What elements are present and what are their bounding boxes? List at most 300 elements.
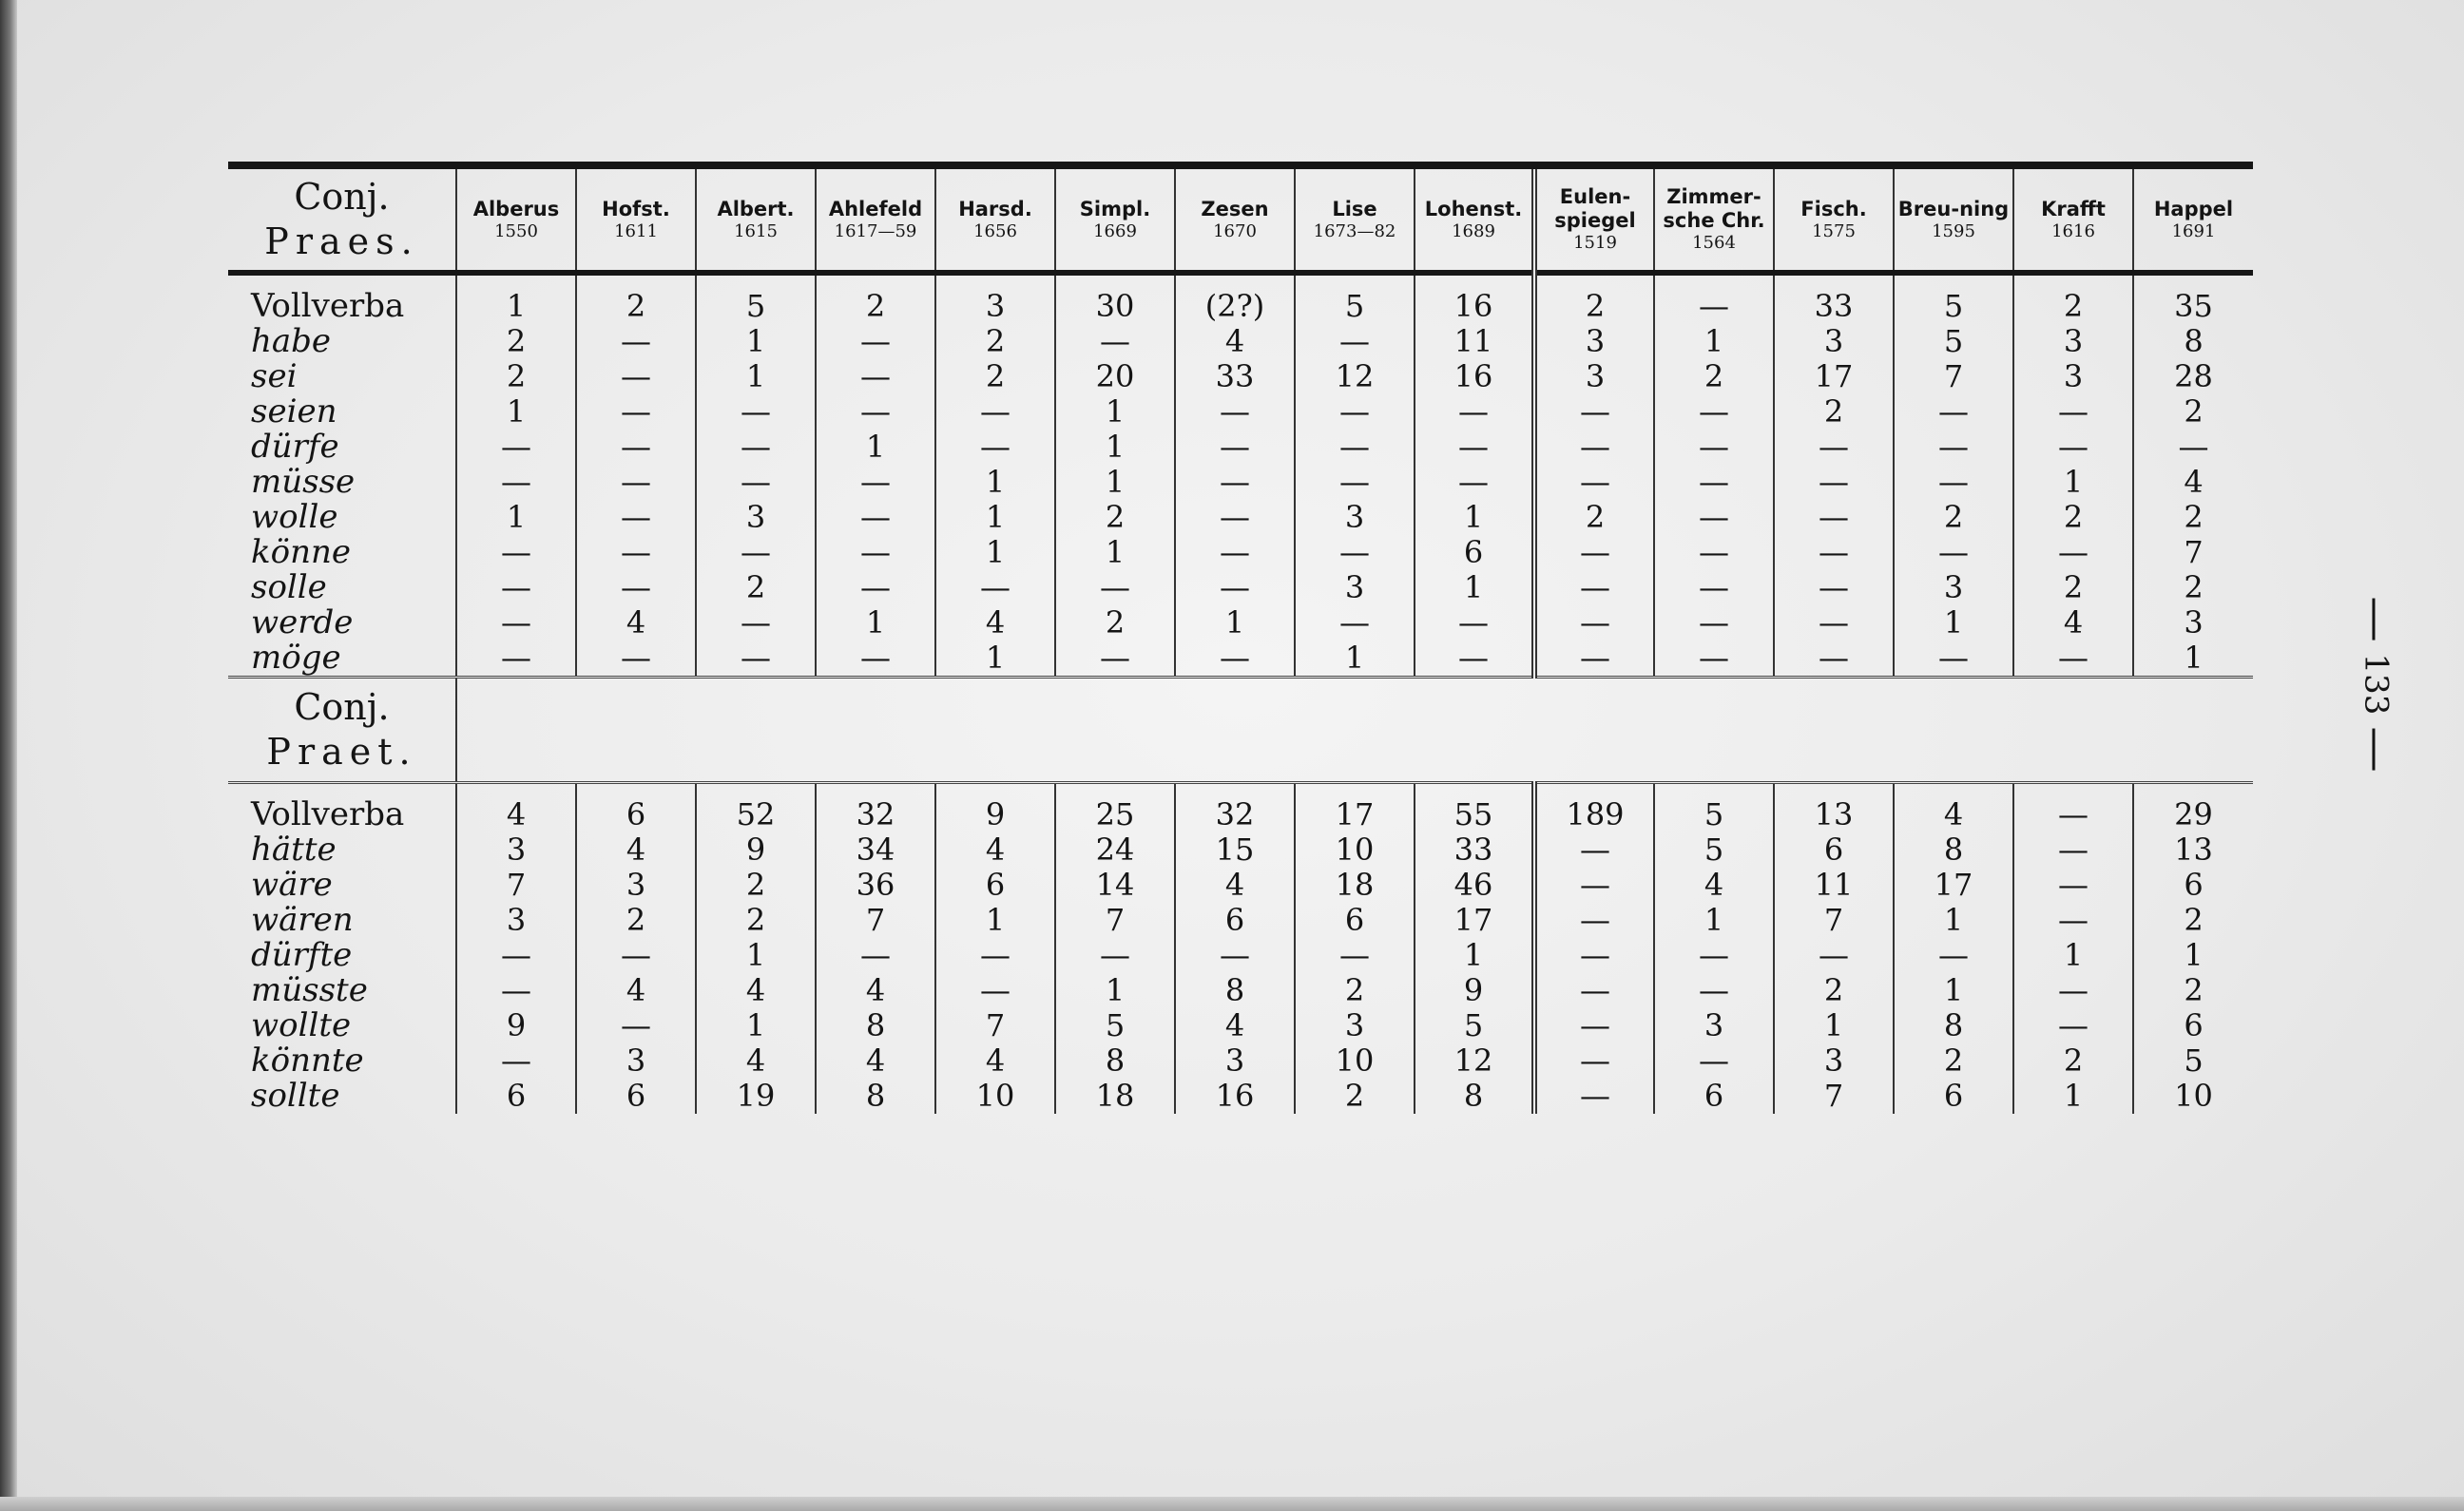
spacer-cell bbox=[1534, 273, 1654, 289]
table-cell: 2 bbox=[456, 359, 576, 394]
table-cell: 10 bbox=[1295, 832, 1415, 868]
table-cell: 5 bbox=[1894, 324, 2013, 359]
table-cell: — bbox=[1654, 605, 1774, 641]
table-row bbox=[228, 570, 2253, 605]
table-cell: 3 bbox=[1654, 1008, 1774, 1043]
table-cell: — bbox=[1654, 465, 1774, 500]
table-row bbox=[228, 1043, 2253, 1079]
table-cell: 1 bbox=[2133, 938, 2253, 973]
column-header bbox=[1774, 165, 1894, 273]
column-header bbox=[1534, 165, 1654, 273]
column-author: Lise bbox=[1332, 197, 1377, 220]
table-cell: 5 bbox=[2133, 1043, 2253, 1079]
table-cell: 2 bbox=[935, 324, 1055, 359]
column-header bbox=[1415, 165, 1534, 273]
table-cell: 9 bbox=[696, 832, 816, 868]
column-header bbox=[696, 165, 816, 273]
table-cell: 2 bbox=[576, 289, 696, 324]
table-cell: — bbox=[1534, 1043, 1654, 1079]
table-cell: — bbox=[456, 641, 576, 678]
section-praet-spacer bbox=[456, 678, 2253, 783]
table-cell: 1 bbox=[1055, 973, 1175, 1008]
table-cell: — bbox=[1295, 535, 1415, 570]
table-cell: (2?) bbox=[1175, 289, 1295, 324]
table-cell: 1 bbox=[1654, 903, 1774, 938]
table-cell: 6 bbox=[1415, 535, 1534, 570]
table-cell: — bbox=[1654, 500, 1774, 535]
table-cell: 2 bbox=[1295, 973, 1415, 1008]
table-cell: — bbox=[2013, 903, 2133, 938]
row-label: wäre bbox=[251, 866, 333, 904]
column-author: Simpl. bbox=[1079, 197, 1151, 220]
table-cell: 10 bbox=[935, 1079, 1055, 1114]
table-cell: 3 bbox=[1295, 500, 1415, 535]
table-cell: 2 bbox=[1055, 500, 1175, 535]
spacer-cell bbox=[696, 783, 816, 798]
table-cell: 7 bbox=[935, 1008, 1055, 1043]
table-cell: — bbox=[2013, 868, 2133, 903]
column-author: Alberus bbox=[472, 197, 560, 220]
table-cell: — bbox=[2133, 430, 2253, 465]
table-cell: — bbox=[576, 324, 696, 359]
table-cell: — bbox=[935, 570, 1055, 605]
table-cell: — bbox=[1295, 605, 1415, 641]
table-cell: 32 bbox=[816, 797, 935, 832]
table-cell: — bbox=[696, 465, 816, 500]
table-cell: 12 bbox=[1295, 359, 1415, 394]
row-label: seien bbox=[251, 392, 337, 430]
row-label: wollte bbox=[251, 1006, 352, 1044]
column-author: Harsd. bbox=[958, 197, 1032, 220]
table-cell: 2 bbox=[1055, 605, 1175, 641]
table-cell: — bbox=[1654, 570, 1774, 605]
table-cell: 2 bbox=[456, 324, 576, 359]
column-author: Lohenst. bbox=[1424, 197, 1523, 220]
table-header bbox=[228, 165, 2253, 273]
table-cell: 16 bbox=[1415, 359, 1534, 394]
table-cell: — bbox=[1774, 938, 1894, 973]
table-cell: 1 bbox=[1654, 324, 1774, 359]
column-year: 1689 bbox=[1452, 220, 1495, 241]
table-cell: 2 bbox=[1295, 1079, 1415, 1114]
table-cell: 10 bbox=[1295, 1043, 1415, 1079]
table-cell: — bbox=[816, 324, 935, 359]
column-header bbox=[2133, 165, 2253, 273]
table-cell: 2 bbox=[1774, 394, 1894, 430]
spacer-cell bbox=[1295, 783, 1415, 798]
column-header bbox=[1055, 165, 1175, 273]
spacer-cell bbox=[2013, 273, 2133, 289]
section-praet-body bbox=[228, 783, 2253, 1115]
table-cell: 6 bbox=[1654, 1079, 1774, 1114]
table-cell: 2 bbox=[2013, 289, 2133, 324]
table-cell: 9 bbox=[935, 797, 1055, 832]
table-cell: — bbox=[1415, 605, 1534, 641]
table-cell: 8 bbox=[1055, 1043, 1175, 1079]
table-cell: — bbox=[1055, 570, 1175, 605]
table-cell: 1 bbox=[1055, 394, 1175, 430]
spacer-cell bbox=[935, 783, 1055, 798]
table-cell: 3 bbox=[2133, 605, 2253, 641]
table-cell: — bbox=[1534, 465, 1654, 500]
row-label: hätte bbox=[251, 831, 337, 869]
table-cell: 3 bbox=[456, 832, 576, 868]
table-cell: 36 bbox=[816, 868, 935, 903]
section-label-line1: Conj. bbox=[294, 175, 390, 218]
table-cell: 4 bbox=[816, 973, 935, 1008]
table-cell: — bbox=[1654, 973, 1774, 1008]
table-cell: — bbox=[1774, 641, 1894, 678]
table-cell: — bbox=[1415, 641, 1534, 678]
table-cell: 3 bbox=[1175, 1043, 1295, 1079]
table-cell: — bbox=[1534, 973, 1654, 1008]
column-author: Krafft bbox=[2041, 197, 2106, 220]
table-cell: 3 bbox=[456, 903, 576, 938]
column-year: 1611 bbox=[614, 220, 658, 241]
table-cell: 2 bbox=[696, 868, 816, 903]
table-cell: — bbox=[1534, 868, 1654, 903]
table-cell: 10 bbox=[2133, 1079, 2253, 1114]
table-cell: 6 bbox=[576, 1079, 696, 1114]
spacer-row bbox=[228, 783, 2253, 798]
table-row bbox=[228, 394, 2253, 430]
table-cell: — bbox=[1894, 430, 2013, 465]
column-header bbox=[816, 165, 935, 273]
section-praes-body bbox=[228, 273, 2253, 678]
table-cell: 11 bbox=[1415, 324, 1534, 359]
column-author: Eulen-spiegel bbox=[1554, 185, 1636, 233]
table-cell: — bbox=[576, 641, 696, 678]
table-cell: 2 bbox=[816, 289, 935, 324]
table-cell: 7 bbox=[1774, 903, 1894, 938]
table-cell: 1 bbox=[1175, 605, 1295, 641]
spacer-cell bbox=[576, 273, 696, 289]
page-number bbox=[2357, 585, 2395, 784]
table-cell: 4 bbox=[576, 832, 696, 868]
row-label: sollte bbox=[251, 1077, 340, 1115]
table-cell: 5 bbox=[696, 289, 816, 324]
column-author: Breu-ning bbox=[1897, 197, 2010, 220]
column-header bbox=[1175, 165, 1295, 273]
table-cell: — bbox=[935, 973, 1055, 1008]
table-cell: 2 bbox=[2013, 570, 2133, 605]
table-cell: 20 bbox=[1055, 359, 1175, 394]
table-cell: — bbox=[1894, 938, 2013, 973]
table-cell: — bbox=[2013, 430, 2133, 465]
table-cell: — bbox=[1774, 535, 1894, 570]
table-row bbox=[228, 641, 2253, 678]
column-year: 1595 bbox=[1932, 220, 1975, 241]
table-cell: 35 bbox=[2133, 289, 2253, 324]
table-row bbox=[228, 903, 2253, 938]
table-cell: 8 bbox=[816, 1008, 935, 1043]
spacer-cell bbox=[2133, 783, 2253, 798]
table-cell: — bbox=[2013, 797, 2133, 832]
spacer-cell bbox=[1295, 273, 1415, 289]
table-cell: 2 bbox=[2133, 500, 2253, 535]
table-cell: — bbox=[1295, 394, 1415, 430]
column-year: 1617—59 bbox=[834, 220, 917, 241]
table-cell: 6 bbox=[1175, 903, 1295, 938]
table-cell: 24 bbox=[1055, 832, 1175, 868]
table-cell: — bbox=[456, 973, 576, 1008]
table-cell: — bbox=[1894, 394, 2013, 430]
table-row bbox=[228, 797, 2253, 832]
table-row bbox=[228, 832, 2253, 868]
table-cell: 1 bbox=[935, 465, 1055, 500]
spacer-cell bbox=[935, 273, 1055, 289]
table-cell: 4 bbox=[456, 797, 576, 832]
column-header bbox=[576, 165, 696, 273]
table-cell: — bbox=[1654, 289, 1774, 324]
table-cell: 2 bbox=[2013, 1043, 2133, 1079]
table-cell: 3 bbox=[1894, 570, 2013, 605]
spacer-cell bbox=[2013, 783, 2133, 798]
table-cell: 8 bbox=[1894, 832, 2013, 868]
table-cell: — bbox=[1654, 430, 1774, 465]
table-cell: 13 bbox=[1774, 797, 1894, 832]
table-cell: 1 bbox=[2133, 641, 2253, 678]
table-cell: — bbox=[1654, 394, 1774, 430]
table-cell: 5 bbox=[1055, 1008, 1175, 1043]
table-cell: 2 bbox=[2133, 570, 2253, 605]
table-cell: — bbox=[816, 938, 935, 973]
table-cell: 1 bbox=[1415, 938, 1534, 973]
table-cell: — bbox=[2013, 641, 2133, 678]
column-header bbox=[935, 165, 1055, 273]
table-cell: — bbox=[456, 570, 576, 605]
table-cell: — bbox=[1894, 641, 2013, 678]
table-cell: 3 bbox=[1534, 324, 1654, 359]
table-cell: — bbox=[1654, 938, 1774, 973]
spacer-cell bbox=[1415, 783, 1534, 798]
table-cell: 3 bbox=[1774, 324, 1894, 359]
table-cell: 6 bbox=[1295, 903, 1415, 938]
table-cell: 2 bbox=[1894, 500, 2013, 535]
table-cell: 8 bbox=[1175, 973, 1295, 1008]
column-author: Ahlefeld bbox=[828, 197, 923, 220]
table-cell: — bbox=[696, 430, 816, 465]
conjunctive-table bbox=[228, 162, 2253, 1114]
table-cell: — bbox=[1175, 430, 1295, 465]
table-cell: 18 bbox=[1295, 868, 1415, 903]
table-cell: 17 bbox=[1894, 868, 2013, 903]
table-cell: — bbox=[456, 535, 576, 570]
table-cell: — bbox=[1534, 605, 1654, 641]
row-label: dürfte bbox=[251, 936, 353, 974]
table-cell: — bbox=[456, 1043, 576, 1079]
table-cell: 16 bbox=[1415, 289, 1534, 324]
table-row bbox=[228, 359, 2253, 394]
table-cell: 7 bbox=[1055, 903, 1175, 938]
table-cell: 19 bbox=[696, 1079, 816, 1114]
table-cell: 3 bbox=[576, 1043, 696, 1079]
table-cell: — bbox=[1654, 1043, 1774, 1079]
table-cell: — bbox=[1774, 570, 1894, 605]
spacer-cell bbox=[1654, 273, 1774, 289]
table-cell: — bbox=[935, 430, 1055, 465]
table-cell: — bbox=[1295, 465, 1415, 500]
table-cell: 1 bbox=[456, 500, 576, 535]
spacer-cell bbox=[1894, 783, 2013, 798]
table-cell: — bbox=[456, 605, 576, 641]
table-cell: 1 bbox=[1894, 973, 2013, 1008]
table-cell: 4 bbox=[1175, 868, 1295, 903]
table-cell: 17 bbox=[1415, 903, 1534, 938]
table-cell: — bbox=[1534, 641, 1654, 678]
dash-left bbox=[2373, 599, 2376, 641]
table-cell: 3 bbox=[2013, 359, 2133, 394]
table-cell: — bbox=[696, 605, 816, 641]
table-cell: 2 bbox=[1534, 289, 1654, 324]
table-cell: 11 bbox=[1774, 868, 1894, 903]
spacer-cell bbox=[1055, 273, 1175, 289]
table-row bbox=[228, 500, 2253, 535]
table-cell: 8 bbox=[1415, 1079, 1534, 1114]
table-cell: 2 bbox=[2013, 500, 2133, 535]
table-cell: 4 bbox=[935, 832, 1055, 868]
table-cell: — bbox=[1175, 938, 1295, 973]
table-cell: 6 bbox=[1894, 1079, 2013, 1114]
table-cell: — bbox=[1175, 465, 1295, 500]
row-label: möge bbox=[251, 639, 341, 677]
table-cell: 2 bbox=[2133, 903, 2253, 938]
table-cell: 15 bbox=[1175, 832, 1295, 868]
table-cell: 7 bbox=[2133, 535, 2253, 570]
table-cell: — bbox=[576, 938, 696, 973]
table-cell: — bbox=[696, 535, 816, 570]
spacer-cell bbox=[1534, 783, 1654, 798]
table-cell: — bbox=[576, 570, 696, 605]
table-cell: 34 bbox=[816, 832, 935, 868]
column-header bbox=[1894, 165, 2013, 273]
table-cell: — bbox=[1295, 324, 1415, 359]
row-label: habe bbox=[251, 322, 332, 360]
spacer-row bbox=[228, 273, 2253, 289]
header-row bbox=[228, 165, 2253, 273]
table-cell: 17 bbox=[1774, 359, 1894, 394]
scan-edge bbox=[0, 0, 17, 1511]
table-cell: — bbox=[816, 500, 935, 535]
table-cell: 4 bbox=[2133, 465, 2253, 500]
table-cell: 2 bbox=[1654, 359, 1774, 394]
table-cell: 1 bbox=[1774, 1008, 1894, 1043]
table-cell: — bbox=[1415, 430, 1534, 465]
table-cell: 2 bbox=[1774, 973, 1894, 1008]
column-author: Hofst. bbox=[602, 197, 670, 220]
frequency-table bbox=[228, 162, 2253, 1216]
table-cell: — bbox=[2013, 1008, 2133, 1043]
table-cell: 7 bbox=[456, 868, 576, 903]
table-cell: 4 bbox=[1175, 324, 1295, 359]
table-cell: 6 bbox=[2133, 1008, 2253, 1043]
table-cell: 1 bbox=[1295, 641, 1415, 678]
table-cell: — bbox=[1534, 430, 1654, 465]
table-row bbox=[228, 1079, 2253, 1114]
table-cell: 1 bbox=[696, 1008, 816, 1043]
table-cell: 3 bbox=[935, 289, 1055, 324]
table-cell: 33 bbox=[1415, 832, 1534, 868]
spacer-cell bbox=[456, 783, 576, 798]
table-cell: — bbox=[1415, 394, 1534, 430]
table-cell: 3 bbox=[2013, 324, 2133, 359]
table-cell: 16 bbox=[1175, 1079, 1295, 1114]
column-author: Happel bbox=[2153, 197, 2234, 220]
table-cell: — bbox=[576, 1008, 696, 1043]
table-cell: 7 bbox=[816, 903, 935, 938]
table-cell: 3 bbox=[1774, 1043, 1894, 1079]
table-cell: — bbox=[1774, 465, 1894, 500]
table-row bbox=[228, 868, 2253, 903]
section-label-praes bbox=[228, 165, 456, 273]
column-header bbox=[456, 165, 576, 273]
table-cell: — bbox=[2013, 535, 2133, 570]
scan-bottom-edge bbox=[0, 1497, 2464, 1511]
table-cell: 4 bbox=[576, 605, 696, 641]
column-year: 1673—82 bbox=[1313, 220, 1396, 241]
table-cell: — bbox=[696, 641, 816, 678]
table-cell: 8 bbox=[1894, 1008, 2013, 1043]
spacer-cell bbox=[456, 273, 576, 289]
table-cell: 8 bbox=[816, 1079, 935, 1114]
table-cell: — bbox=[1774, 430, 1894, 465]
spacer-cell bbox=[1055, 783, 1175, 798]
section-label-line2: Praet. bbox=[266, 731, 417, 773]
table-cell: 1 bbox=[935, 641, 1055, 678]
table-cell: — bbox=[1055, 641, 1175, 678]
table-cell: — bbox=[1894, 535, 2013, 570]
table-cell: — bbox=[1415, 465, 1534, 500]
table-cell: — bbox=[935, 394, 1055, 430]
table-cell: — bbox=[2013, 394, 2133, 430]
column-year: 1575 bbox=[1812, 220, 1856, 241]
table-row bbox=[228, 430, 2253, 465]
table-cell: — bbox=[1774, 500, 1894, 535]
table-cell: 6 bbox=[935, 868, 1055, 903]
table-cell: 4 bbox=[696, 1043, 816, 1079]
table-cell: — bbox=[816, 535, 935, 570]
spacer-cell bbox=[1774, 783, 1894, 798]
table-cell: 4 bbox=[576, 973, 696, 1008]
table-cell: — bbox=[1175, 641, 1295, 678]
table-cell: — bbox=[1295, 938, 1415, 973]
table-cell: 1 bbox=[1415, 570, 1534, 605]
table-cell: 1 bbox=[935, 500, 1055, 535]
table-cell: 5 bbox=[1415, 1008, 1534, 1043]
row-label: Vollverba bbox=[251, 795, 405, 833]
section-label-line1: Conj. bbox=[294, 685, 390, 728]
table-cell: — bbox=[456, 465, 576, 500]
row-label: müsse bbox=[251, 463, 356, 501]
table-cell: — bbox=[1534, 394, 1654, 430]
table-cell: 1 bbox=[1055, 465, 1175, 500]
table-cell: 4 bbox=[1654, 868, 1774, 903]
table-cell: 52 bbox=[696, 797, 816, 832]
table-cell: 1 bbox=[935, 903, 1055, 938]
table-cell: 2 bbox=[576, 903, 696, 938]
table-cell: 4 bbox=[935, 1043, 1055, 1079]
column-year: 1616 bbox=[2051, 220, 2095, 241]
column-header bbox=[1295, 165, 1415, 273]
row-label: wären bbox=[251, 901, 354, 939]
table-cell: — bbox=[1055, 938, 1175, 973]
dash-right bbox=[2373, 728, 2376, 770]
table-cell: 6 bbox=[2133, 868, 2253, 903]
table-cell: — bbox=[576, 535, 696, 570]
spacer-cell bbox=[816, 783, 935, 798]
table-cell: 13 bbox=[2133, 832, 2253, 868]
table-cell: 4 bbox=[935, 605, 1055, 641]
